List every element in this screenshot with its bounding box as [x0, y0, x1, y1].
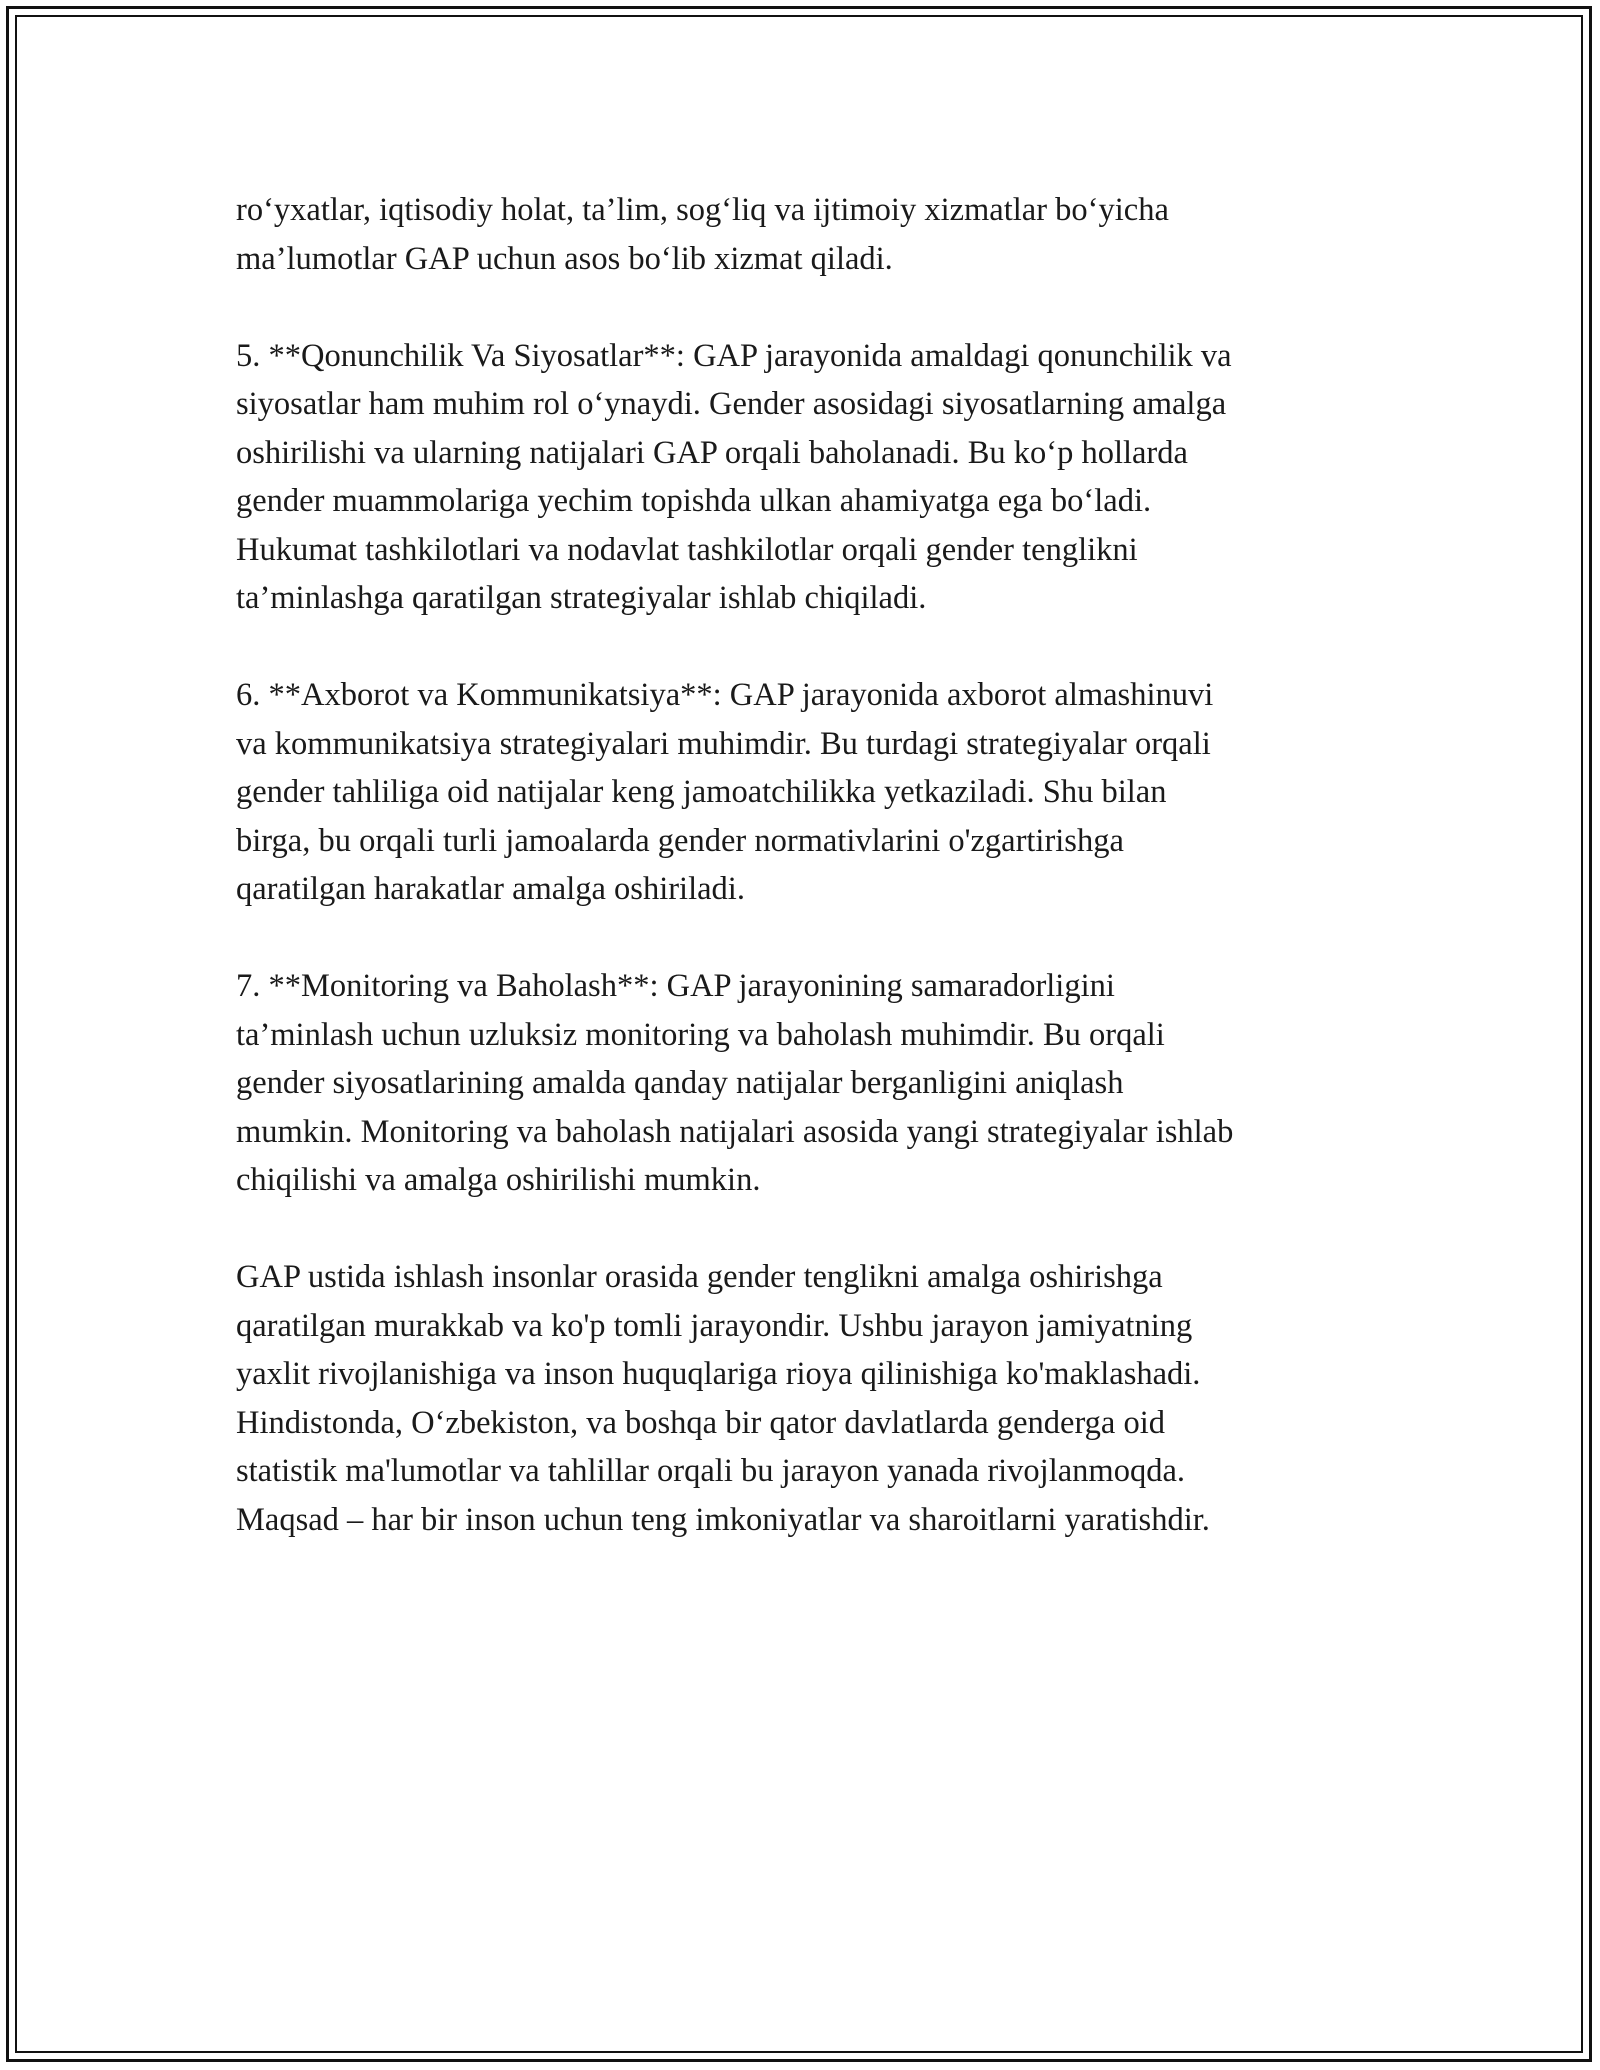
- text-line: gender tahliliga oid natijalar keng jamoatchilikka yetkaziladi. Shu bilan: [236, 774, 1167, 810]
- document-body: [236, 186, 1426, 1593]
- text-line: Maqsad – har bir inson uchun teng imkoniyatlar va sharoitlarni yaratishdir.: [236, 1501, 1210, 1538]
- text-line: ta’minlash uchun uzluksiz monitoring va baholash muhimdir. Bu orqali: [236, 1016, 1165, 1053]
- text-line: birga, bu orqali turli jamoalarda gender normativlarini o'zgartirishga: [236, 822, 1124, 859]
- text-line: ta’minlashga qaratilgan strategiyalar ishlab chiqiladi.: [236, 580, 927, 616]
- text-line: statistik ma'lumotlar va tahlillar orqali bu jarayon yanada rivojlanmoqda.: [236, 1453, 1185, 1489]
- paragraph-intro-continuation: [236, 186, 1426, 283]
- text-line: siyosatlar ham muhim rol o‘ynaydi. Gender asosidagi siyosatlarning amalga: [236, 386, 1227, 422]
- text-line: GAP ustida ishlash insonlar orasida gender tenglikni amalga oshirishga: [236, 1259, 1163, 1295]
- text-line: oshirilishi va ularning natijalari GAP orqali baholanadi. Bu ko‘p hollarda: [236, 434, 1188, 471]
- text-line: yaxlit rivojlanishiga va inson huquqlariga rioya qilinishiga ko'maklashadi.: [236, 1356, 1201, 1392]
- paragraph-item-6: [236, 671, 1426, 914]
- text-line: qaratilgan harakatlar amalga oshiriladi.: [236, 871, 745, 907]
- text-line: va kommunikatsiya strategiyalari muhimdir. Bu turdagi strategiyalar orqali: [236, 725, 1211, 762]
- paragraph-item-5: [236, 332, 1426, 623]
- text-line: Hukumat tashkilotlari va nodavlat tashkilotlar orqali gender tenglikni: [236, 531, 1138, 568]
- text-line: ro‘yxatlar, iqtisodiy holat, ta’lim, sog‘liq va ijtimoiy xizmatlar bo‘yicha: [236, 192, 1169, 228]
- text-line: 7. **Monitoring va Baholash**: GAP jarayonining samaradorligini: [236, 968, 1115, 1004]
- text-line: 5. **Qonunchilik Va Siyosatlar**: GAP jarayonida amaldagi qonunchilik va: [236, 337, 1232, 374]
- text-line: Hindistonda, O‘zbekiston, va boshqa bir qator davlatlarda genderga oid: [236, 1404, 1166, 1441]
- text-line: 6. **Axborot va Kommunikatsiya**: GAP jarayonida axborot almashinuvi: [236, 677, 1214, 713]
- text-line: ma’lumotlar GAP uchun asos bo‘lib xizmat qiladi.: [236, 240, 893, 277]
- paragraph-conclusion: [236, 1253, 1426, 1544]
- paragraph-item-7: [236, 962, 1426, 1205]
- text-line: mumkin. Monitoring va baholash natijalari asosida yangi strategiyalar ishlab: [236, 1113, 1234, 1150]
- text-line: chiqilishi va amalga oshirilishi mumkin.: [236, 1162, 761, 1198]
- text-line: gender siyosatlarining amalda qanday natijalar berganligini aniqlash: [236, 1065, 1124, 1101]
- text-line: gender muammolariga yechim topishda ulkan ahamiyatga ega bo‘ladi.: [236, 483, 1152, 519]
- text-line: qaratilgan murakkab va ko'p tomli jarayondir. Ushbu jarayon jamiyatning: [236, 1307, 1193, 1344]
